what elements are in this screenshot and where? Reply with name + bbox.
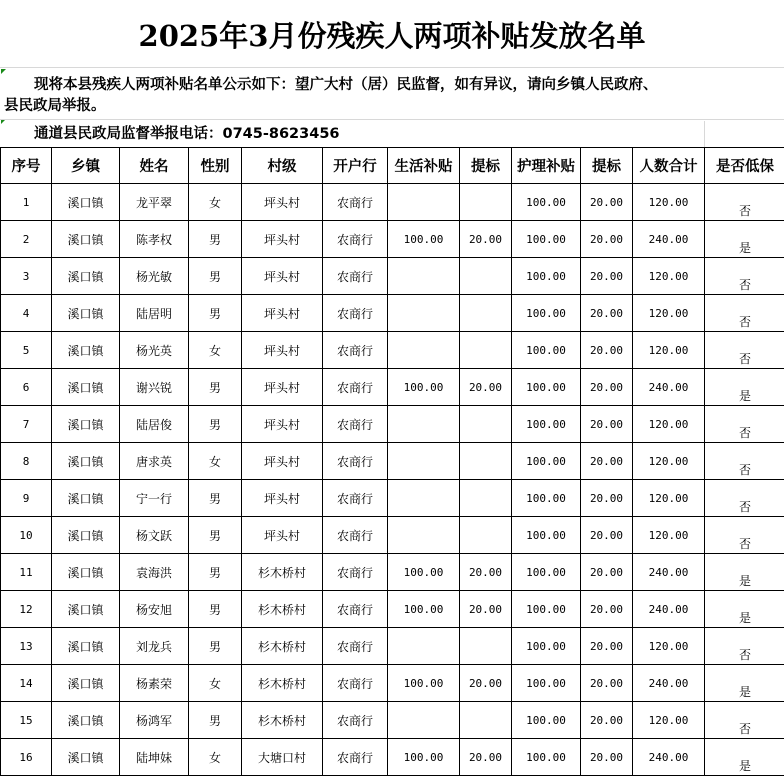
cell-township: 溪口镇: [52, 591, 120, 628]
cell-village: 杉木桥村: [242, 591, 323, 628]
table-row: [1, 443, 784, 480]
cell-low-income: 是: [705, 221, 784, 258]
cell-total: 120.00: [633, 443, 705, 480]
page-title: 2025年3月份残疾人两项补贴发放名单: [0, 14, 784, 55]
cell-living-subsidy: [388, 332, 460, 369]
cell-bank: 农商行: [323, 369, 388, 406]
cell-gender: 男: [189, 480, 242, 517]
cell-village: 坪头村: [242, 406, 323, 443]
table-row: [1, 184, 784, 221]
table-row: [1, 480, 784, 517]
cell-village: 坪头村: [242, 443, 323, 480]
cell-care-subsidy: 100.00: [512, 517, 581, 554]
cell-index: 5: [1, 332, 52, 369]
cell-name: 袁海洪: [120, 554, 189, 591]
hotline-text: 通道县民政局监督举报电话：0745-8623456: [34, 121, 340, 147]
header-low-income: 是否低保: [705, 148, 784, 184]
cell-care-subsidy: 100.00: [512, 184, 581, 221]
cell-index: 13: [1, 628, 52, 665]
cell-gender: 女: [189, 332, 242, 369]
cell-living-raise: 20.00: [460, 554, 512, 591]
cell-index: 1: [1, 184, 52, 221]
cell-bank: 农商行: [323, 258, 388, 295]
notice-line-2: 县民政局举报。: [4, 95, 106, 117]
cell-care-subsidy: 100.00: [512, 406, 581, 443]
cell-living-raise: [460, 480, 512, 517]
cell-living-subsidy: 100.00: [388, 369, 460, 406]
cell-care-raise: 20.00: [581, 739, 633, 776]
cell-living-subsidy: [388, 480, 460, 517]
cell-index: 10: [1, 517, 52, 554]
cell-total: 240.00: [633, 554, 705, 591]
cell-living-subsidy: 100.00: [388, 554, 460, 591]
cell-bank: 农商行: [323, 554, 388, 591]
cell-township: 溪口镇: [52, 554, 120, 591]
cell-total: 120.00: [633, 332, 705, 369]
cell-index: 4: [1, 295, 52, 332]
cell-low-income: 否: [705, 184, 784, 221]
cell-living-raise: [460, 184, 512, 221]
cell-name: 陆坤妹: [120, 739, 189, 776]
cell-care-subsidy: 100.00: [512, 258, 581, 295]
cell-care-raise: 20.00: [581, 517, 633, 554]
cell-living-subsidy: 100.00: [388, 665, 460, 702]
cell-township: 溪口镇: [52, 665, 120, 702]
cell-bank: 农商行: [323, 443, 388, 480]
cell-gender: 男: [189, 517, 242, 554]
cell-care-subsidy: 100.00: [512, 480, 581, 517]
cell-care-raise: 20.00: [581, 591, 633, 628]
cell-gender: 女: [189, 443, 242, 480]
cell-low-income: 否: [705, 443, 784, 480]
cell-bank: 农商行: [323, 295, 388, 332]
cell-township: 溪口镇: [52, 295, 120, 332]
cell-village: 大塘口村: [242, 739, 323, 776]
cell-village: 杉木桥村: [242, 702, 323, 739]
cell-total: 240.00: [633, 739, 705, 776]
cell-gender: 女: [189, 184, 242, 221]
cell-living-subsidy: 100.00: [388, 739, 460, 776]
cell-township: 溪口镇: [52, 739, 120, 776]
cell-bank: 农商行: [323, 628, 388, 665]
cell-gender: 男: [189, 369, 242, 406]
cell-living-raise: 20.00: [460, 221, 512, 258]
cell-care-subsidy: 100.00: [512, 665, 581, 702]
table-row: [1, 554, 784, 591]
cell-living-raise: 20.00: [460, 591, 512, 628]
cell-low-income: 否: [705, 480, 784, 517]
cell-bank: 农商行: [323, 406, 388, 443]
cell-living-subsidy: [388, 517, 460, 554]
cell-care-subsidy: 100.00: [512, 628, 581, 665]
table-row: [1, 628, 784, 665]
cell-total: 240.00: [633, 369, 705, 406]
cell-village: 坪头村: [242, 517, 323, 554]
cell-care-raise: 20.00: [581, 406, 633, 443]
cell-gender: 男: [189, 702, 242, 739]
cell-care-subsidy: 100.00: [512, 369, 581, 406]
cell-living-subsidy: [388, 443, 460, 480]
table-row: [1, 221, 784, 258]
cell-name: 宁一行: [120, 480, 189, 517]
cell-total: 120.00: [633, 184, 705, 221]
cell-care-raise: 20.00: [581, 702, 633, 739]
header-total: 人数合计: [633, 148, 705, 184]
header-name: 姓名: [120, 148, 189, 184]
cell-living-subsidy: [388, 702, 460, 739]
cell-township: 溪口镇: [52, 702, 120, 739]
cell-village: 杉木桥村: [242, 628, 323, 665]
cell-care-subsidy: 100.00: [512, 591, 581, 628]
cell-low-income: 否: [705, 406, 784, 443]
table-row: [1, 591, 784, 628]
cell-bank: 农商行: [323, 480, 388, 517]
cell-care-subsidy: 100.00: [512, 702, 581, 739]
table-row: [1, 517, 784, 554]
cell-low-income: 否: [705, 702, 784, 739]
cell-living-raise: [460, 406, 512, 443]
header-index: 序号: [1, 148, 52, 184]
header-township: 乡镇: [52, 148, 120, 184]
cell-index: 12: [1, 591, 52, 628]
cell-low-income: 否: [705, 517, 784, 554]
cell-living-raise: [460, 628, 512, 665]
cell-gender: 男: [189, 628, 242, 665]
cell-village: 坪头村: [242, 295, 323, 332]
cell-care-subsidy: 100.00: [512, 295, 581, 332]
cell-living-raise: [460, 332, 512, 369]
cell-living-raise: 20.00: [460, 369, 512, 406]
cell-care-raise: 20.00: [581, 184, 633, 221]
cell-care-raise: 20.00: [581, 443, 633, 480]
cell-name: 刘龙兵: [120, 628, 189, 665]
cell-care-subsidy: 100.00: [512, 221, 581, 258]
header-care-raise: 提标: [581, 148, 633, 184]
cell-bank: 农商行: [323, 332, 388, 369]
cell-gender: 男: [189, 258, 242, 295]
title-row: [0, 0, 784, 68]
cell-gender: 男: [189, 554, 242, 591]
cell-total: 120.00: [633, 628, 705, 665]
cell-index: 8: [1, 443, 52, 480]
cell-living-subsidy: [388, 295, 460, 332]
cell-index: 9: [1, 480, 52, 517]
cell-total: 120.00: [633, 295, 705, 332]
header-gender: 性别: [189, 148, 242, 184]
cell-township: 溪口镇: [52, 628, 120, 665]
cell-township: 溪口镇: [52, 480, 120, 517]
cell-name: 谢兴锐: [120, 369, 189, 406]
cell-name: 唐求英: [120, 443, 189, 480]
cell-living-raise: [460, 702, 512, 739]
cell-care-subsidy: 100.00: [512, 332, 581, 369]
cell-township: 溪口镇: [52, 406, 120, 443]
cell-care-raise: 20.00: [581, 369, 633, 406]
header-village: 村级: [242, 148, 323, 184]
cell-name: 杨光敏: [120, 258, 189, 295]
cell-living-subsidy: 100.00: [388, 221, 460, 258]
table-row: [1, 739, 784, 776]
header-living-raise: 提标: [460, 148, 512, 184]
cell-bank: 农商行: [323, 591, 388, 628]
cell-gender: 男: [189, 221, 242, 258]
cell-bank: 农商行: [323, 517, 388, 554]
cell-living-subsidy: [388, 258, 460, 295]
cell-name: 陈孝权: [120, 221, 189, 258]
hotline-row: [0, 121, 784, 147]
cell-index: 3: [1, 258, 52, 295]
cell-total: 240.00: [633, 665, 705, 702]
cell-living-raise: 20.00: [460, 665, 512, 702]
cell-township: 溪口镇: [52, 184, 120, 221]
cell-living-subsidy: [388, 628, 460, 665]
cell-village: 坪头村: [242, 258, 323, 295]
cell-bank: 农商行: [323, 702, 388, 739]
cell-care-raise: 20.00: [581, 628, 633, 665]
cell-village: 杉木桥村: [242, 554, 323, 591]
cell-name: 陆居俊: [120, 406, 189, 443]
cell-living-raise: [460, 517, 512, 554]
cell-care-raise: 20.00: [581, 258, 633, 295]
notice-text: [0, 70, 784, 120]
table-row: [1, 406, 784, 443]
cell-name: 杨素荣: [120, 665, 189, 702]
cell-low-income: 否: [705, 258, 784, 295]
cell-total: 120.00: [633, 702, 705, 739]
cell-name: 龙平翠: [120, 184, 189, 221]
cell-care-subsidy: 100.00: [512, 739, 581, 776]
cell-index: 6: [1, 369, 52, 406]
cell-bank: 农商行: [323, 665, 388, 702]
cell-low-income: 是: [705, 369, 784, 406]
cell-gender: 女: [189, 665, 242, 702]
cell-township: 溪口镇: [52, 517, 120, 554]
cell-low-income: 是: [705, 665, 784, 702]
cell-low-income: 是: [705, 554, 784, 591]
cell-low-income: 是: [705, 591, 784, 628]
cell-name: 杨光英: [120, 332, 189, 369]
cell-care-raise: 20.00: [581, 221, 633, 258]
cell-village: 杉木桥村: [242, 665, 323, 702]
cell-bank: 农商行: [323, 184, 388, 221]
cell-gender: 男: [189, 591, 242, 628]
cell-name: 陆居明: [120, 295, 189, 332]
table-row: [1, 332, 784, 369]
cell-gender: 女: [189, 739, 242, 776]
cell-township: 溪口镇: [52, 258, 120, 295]
cell-care-raise: 20.00: [581, 554, 633, 591]
cell-total: 120.00: [633, 406, 705, 443]
cell-index: 15: [1, 702, 52, 739]
cell-township: 溪口镇: [52, 332, 120, 369]
cell-index: 11: [1, 554, 52, 591]
cell-bank: 农商行: [323, 221, 388, 258]
cell-total: 120.00: [633, 517, 705, 554]
cell-care-raise: 20.00: [581, 295, 633, 332]
cell-care-raise: 20.00: [581, 332, 633, 369]
cell-total: 240.00: [633, 591, 705, 628]
header-living-subsidy: 生活补贴: [388, 148, 460, 184]
cell-index: 16: [1, 739, 52, 776]
cell-living-subsidy: [388, 184, 460, 221]
cell-township: 溪口镇: [52, 443, 120, 480]
cell-village: 坪头村: [242, 184, 323, 221]
cell-township: 溪口镇: [52, 369, 120, 406]
cell-village: 坪头村: [242, 480, 323, 517]
cell-index: 2: [1, 221, 52, 258]
table-row: [1, 702, 784, 739]
cell-care-raise: 20.00: [581, 480, 633, 517]
table-header-row: [1, 148, 784, 184]
cell-low-income: 是: [705, 739, 784, 776]
cell-total: 240.00: [633, 221, 705, 258]
cell-name: 杨鸿军: [120, 702, 189, 739]
table-row: [1, 295, 784, 332]
subsidy-table: [0, 147, 784, 776]
cell-living-raise: [460, 443, 512, 480]
cell-care-subsidy: 100.00: [512, 554, 581, 591]
cell-living-subsidy: [388, 406, 460, 443]
cell-village: 坪头村: [242, 369, 323, 406]
cell-total: 120.00: [633, 258, 705, 295]
cell-care-raise: 20.00: [581, 665, 633, 702]
cell-low-income: 否: [705, 628, 784, 665]
cell-bank: 农商行: [323, 739, 388, 776]
cell-gender: 男: [189, 406, 242, 443]
empty-cell: [704, 121, 784, 147]
cell-gender: 男: [189, 295, 242, 332]
cell-name: 杨安旭: [120, 591, 189, 628]
table-row: [1, 258, 784, 295]
cell-living-raise: [460, 258, 512, 295]
cell-care-subsidy: 100.00: [512, 443, 581, 480]
cell-low-income: 否: [705, 332, 784, 369]
notice-line-1: 现将本县残疾人两项补贴名单公示如下：望广大村（居）民监督，如有异议，请向乡镇人民政府、: [34, 74, 658, 96]
cell-village: 坪头村: [242, 221, 323, 258]
header-bank: 开户行: [323, 148, 388, 184]
cell-total: 120.00: [633, 480, 705, 517]
cell-low-income: 否: [705, 295, 784, 332]
cell-living-raise: [460, 295, 512, 332]
table-row: [1, 369, 784, 406]
cell-living-subsidy: 100.00: [388, 591, 460, 628]
cell-name: 杨文跃: [120, 517, 189, 554]
cell-township: 溪口镇: [52, 221, 120, 258]
cell-index: 14: [1, 665, 52, 702]
cell-index: 7: [1, 406, 52, 443]
table-body: [1, 184, 784, 776]
cell-village: 坪头村: [242, 332, 323, 369]
cell-living-raise: 20.00: [460, 739, 512, 776]
header-care-subsidy: 护理补贴: [512, 148, 581, 184]
table-row: [1, 665, 784, 702]
